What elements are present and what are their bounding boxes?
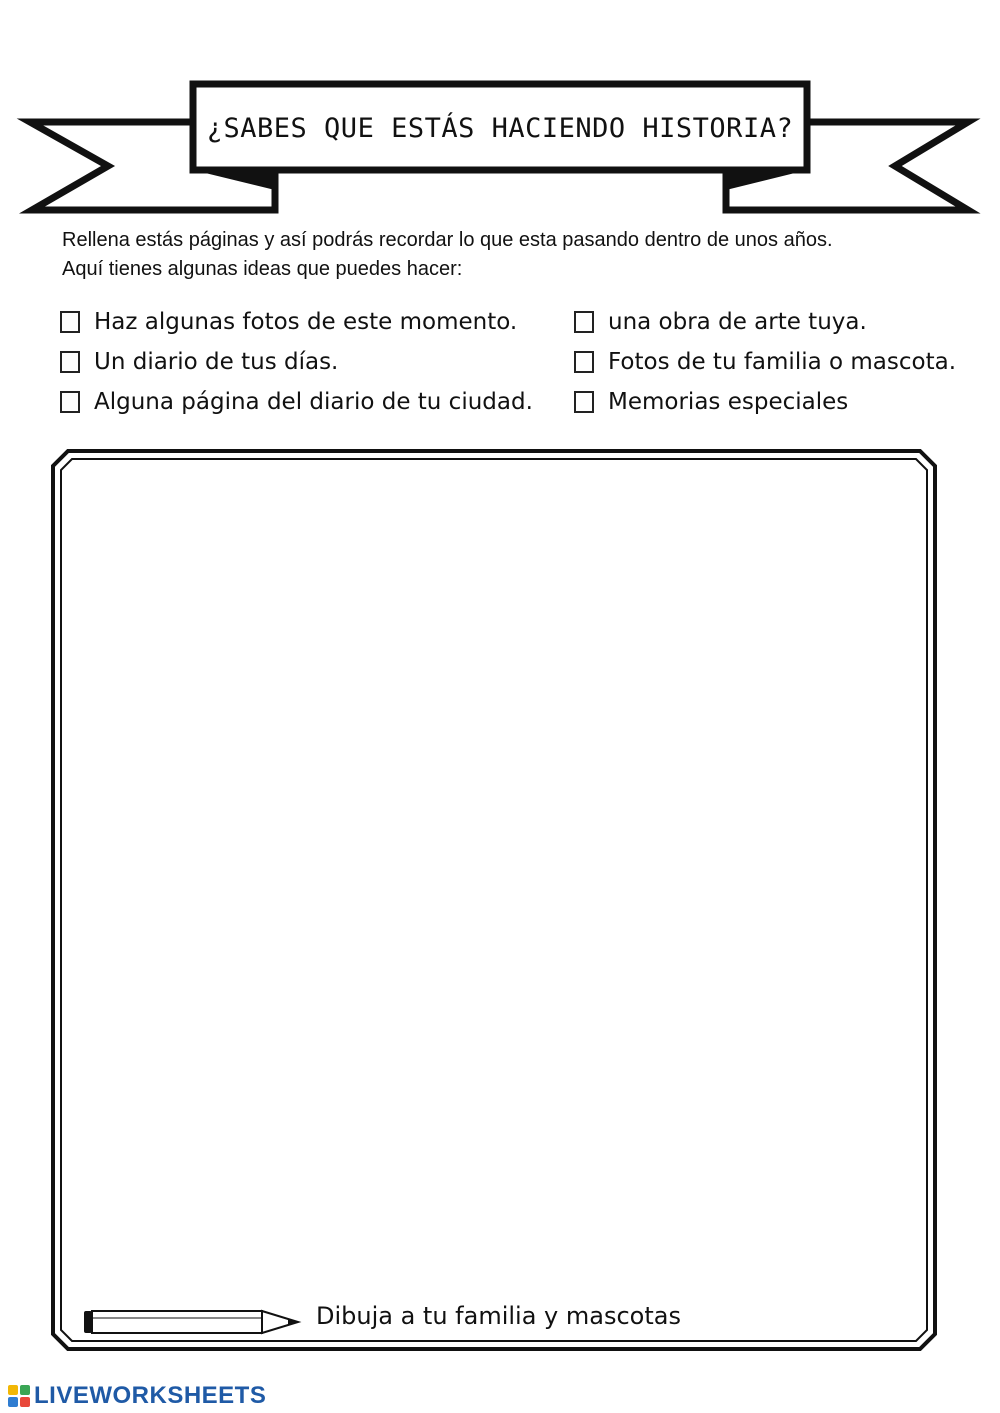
checklist-item[interactable] [60,302,517,342]
logo-tile [8,1385,18,1395]
intro-line-2: Aquí tienes algunas ideas que puedes hacer: [62,258,463,280]
logo-tile [8,1397,18,1407]
checklist-item[interactable] [574,302,867,342]
checklist-item-label: Alguna página del diario de tu ciudad. [94,389,533,415]
checkbox[interactable] [60,311,80,333]
drawing-caption: Dibuja a tu familia y mascotas [316,1302,681,1330]
logo-mark-icon [8,1385,30,1407]
checklist-item[interactable] [574,382,848,422]
checklist-item-label: Memorias especiales [608,389,849,415]
checklist-item[interactable] [60,382,533,422]
intro-line-1: Rellena estás páginas y así podrás recordar lo que esta pasando dentro de unos años. [62,229,833,251]
checkbox[interactable] [574,351,594,373]
checklist-item-label: una obra de arte tuya. [608,309,867,335]
checkbox[interactable] [574,391,594,413]
drawing-area[interactable] [50,448,938,1352]
logo-tile [20,1385,30,1395]
checklist-item-label: Fotos de tu familia o mascota. [608,349,957,375]
checklist-item-label: Un diario de tus días. [94,349,339,375]
liveworksheets-logo [8,1382,266,1410]
pencil-icon [82,1306,302,1338]
checklist-item[interactable] [574,342,956,382]
checklist-item-label: Haz algunas fotos de este momento. [94,309,518,335]
checkbox[interactable] [60,391,80,413]
checkbox[interactable] [60,351,80,373]
checkbox[interactable] [574,311,594,333]
checklist-item[interactable] [60,342,338,382]
logo-text: LIVEWORKSHEETS [34,1382,267,1409]
intro-text [62,226,962,284]
drawing-frame-border [50,448,938,1352]
page-title: ¿SABES QUE ESTÁS HACIENDO HISTORIA? [206,112,794,144]
logo-tile [20,1397,30,1407]
